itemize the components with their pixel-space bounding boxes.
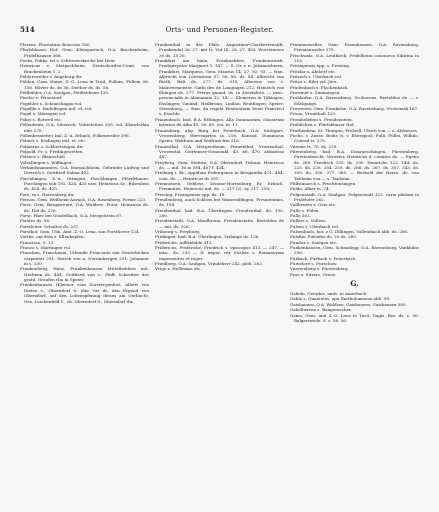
register-entry: Vribourg s. Freyburg. [155,229,201,235]
register-entry: Fullo 302. [290,213,311,218]
register-entry: Frankenthal in der Pfalz, Augustiner-Chorherrenstift, Frankendal 26. 27. mit Is. Vid III. 26. 27. 405. Worcstersee 30 ds. 25 26. [155,42,284,58]
register-entry: Fiseler s. Pfronstorf. [20,95,63,101]
register-entry: Frisingensis epp. s. Freising. [290,63,351,69]
register-entry: Volvellingen s. Wiffingen. [20,159,73,165]
register-entry: Fulda, Alber ts. 74. [290,186,330,192]
section-letter: G. [350,279,359,289]
register-entry: Fridericus, Fridericke, Friedrich s. episcopus 413. — 247. — misc. ds. 233 — II. imper. rex Siciliae s. Romanorum imperatores et reges. [155,245,284,261]
register-entry: Frankfurt am Main, Franknahfort, Frankenwurdt. Predigerprior Margaret 1. 187. — S. Gr. v. n. Johannisherrn, Frankfurt, Marquess, Gem. Maurus 14. 27. 92. 93. — fran. Albrecht von Lövenstein 57. 56. 80. ds. 84. Albrecht von Rietli, Balt ds. 277. ds. 310. Albertus von s. Mainvermeister. Gathi des de Langingen 212. Heinrich von Ehingen ds. 277. Petrus quand. ds. in Zwiefalten. — misc. provincialis in Alemannia 12. 14. — Kleineren in Tübingen; Esslingen; Gmünd; Heilbronn; Lindau; Reutlingen; Speier; Strassburg. — fran. da regula Penitentium beati Francisci s. Esschle. [155,58,284,117]
register-entry: Fröhlichen s. Flurlsbhaser Hof. [290,122,355,128]
register-entry: Frischwalz, O.A. Leutkirch, Fridelheim canonicus Sibirina in 216. [290,52,419,64]
register-entry: Fötlbühler, O.A. Saulgau, Feldlenheim 130. [20,90,110,96]
register-entry: Fore, in s. Herrenberg dir. [20,191,75,197]
register-entry: Gams, Gem. und Z.-O. Lens in Tirol, Gagis. Ber. ds. s. 56. Balgertwiele. 8. s. 56. 56. [290,312,419,323]
register-entry: Fruthenbrin, St. Thurgau, Frölovll, Ulrich von — s. Alsbesses. [290,127,419,133]
register-entry: Follenbeim, O.A. Sihernch, Vohrstetten 395. vol. Khawlerlau ider 270. [20,122,149,133]
register-entry: Frono, Vromthalt 123. [290,111,337,117]
register-entry: Forstkof, Gem. Ulm, Amt. Z.-O. Lena, sun Forsthover 124. [20,229,140,235]
register-entry: Frauenthal, O.A. Mergentheim, Frauenthal. Vrowenthal, Vrowental. Ciertenser-Nonnenkl. 43. 66. 470. abbatissa 487. [155,143,284,160]
register-entry: Funkenhausen, Gem. Schmalegg, O.A. Ravensburg, Vankhilns 296. [290,245,419,256]
register-entry: Folznov s. Blanischiel. [20,154,67,160]
register-entry: Frodenbach s. Flachenbach. [290,84,349,90]
register-entry: Franco s. Martingen vol. [20,245,72,251]
register-entry: Frowenwr, Gem. Frankelse, O.A. Ravensburg, Vrowenrik 167. [290,106,419,112]
register-entry: Füllstanarch s. Fruchtenzingen. [290,180,357,186]
register-entry: Furselore s. Furschow. [290,261,338,267]
register-entry: Vullheuers s. Geiz etc. [290,202,337,208]
register-entry: Forst, Gem. Bergatreute, O.A. Waldsee, Forst. Heinricus ds. ds. 108 ds. 276. [20,202,149,213]
register-entry: Fyse s. Sitzers, Gruse. [290,271,337,277]
register-entry: Fürbach, Furbach s. Feuerbach. [290,255,357,261]
register-columns [20,42,419,502]
register-entry: Florenz. Florentina dioecesis 180. [20,42,91,47]
register-entry: Gabeln, Geradus, ands. in Amerbach. [290,291,368,297]
register-entry: Fritzlar s. Abiberf etc. [290,68,336,74]
register-entry: Föhlersweiler v. Augsburg dir. [20,74,83,80]
register-entry: Forster ds. 56. [20,218,51,224]
register-entry: Flurlsbhaser Hof, Gem. Kleingartach, O.A. Brackenheim, Fridelhausen 366. [20,47,149,58]
register-entry: Folmer s. Esslingen intl. et. etc. [20,138,86,144]
register-entry: Frideriche, Adlfridelde 312. [155,239,213,245]
register-entry: Fernon, Gem. Weilheim-Aurach, O.A. Rosenberg, Forme 223. [20,196,147,202]
register-entry: Freiburg i. Br., oppidum Friburgense in Brisgaudia 471. 484. com. ds. — Heinricus ds 391. [155,170,284,181]
register-entry: Forchhingen, Z.-A. Ottingen, Forchhingen Pförtlehauer, Forchingen sub 192. 424. 425 usw. Heinricus Sr., Bilsenlein ds. 424. ds. 425. [20,175,149,192]
register-entry: Follenbessietter Iml, Z.-A. Erbach, Folkenweiler 396. [20,132,130,138]
register-entry: Vrigo s. Hollirmas etc. [155,266,202,272]
register-entry: Freudenberg, auch Schloss bei Wasseralfingen, Freuntenmis, ds. 194. [155,196,284,208]
register-entry: Francken, Franchania, Urkunde Franconie sim Gesterbicken carpenter 291. Sirrick von a. Norumbergen 201. Johanner in s. 230. [20,250,149,267]
register-entry: Folmarus s. Schbertzingen dir. [20,143,84,149]
register-entry: Gaisbauern, O.A. Waldsee, Gaisbauern, Gaisbauern 385. [290,301,407,307]
register-entry: Frimmenweiler, Gem. Essenhausen, O.A. Ravensburg, Friemanweiler 279. [290,42,419,53]
register-entry: Fullo s. Fülen. [290,207,320,213]
column-right [290,42,419,502]
register-entry: Fulsenbach, hor. z.G. Dillingen, Vallembach abb. ds. 266. [290,229,409,235]
register-entry: Fulsen s. Uberbach vol. [290,223,340,229]
register-entry: Fogel s. Märingen vol. [20,111,67,117]
register-entry: Fritzo s. Rilet vol. Jörs. [290,79,338,85]
register-entry: Fromheleiten s. Freudenstein. [290,116,353,122]
register-entry: Vürsme ts. 70. ds. 279. [290,143,338,149]
register-entry: Gabia s. Quantolos. apu Bartholomaeus abb. 99. [290,296,391,302]
register-entry: Forst, Pfarr bei Güsdelbach, O.A. Mergelstein 67. [20,213,123,218]
register-entry: Verlandsnammers, O.A. Marpachheim, Gebrüder Ludwig und Dietrich v. Gottfried Salma 402. [20,164,149,176]
register-entry: Vurstenberg s. Fürstenberg. [290,266,349,272]
register-entry: Fridingen, bad. B.A. Überlingen, Vribinge ds. 136. [155,234,260,240]
column-left [20,42,149,502]
register-entry: Freising. Frisingensis epp. ds. 18. [155,191,226,197]
register-entry: Freyberg, Gem. Stetten, O.A. Oberndorf, Tribam. Heinricus ds. — mil. 16 in 394. 407 f. 434. [155,159,284,170]
register-entry: Francisca, S. 13. [20,239,55,245]
register-entry: Fulsfus. Fulsufus ds. 25 ds. 269. [290,234,358,240]
register-entry: Frowinet s. Zumminyen. [290,90,341,96]
register-entry: Friedberg, O.A. Saulgau, Vrindeberr 242. pleb. 262. [155,261,264,267]
register-entry: Folpold, Fr. s. Fredingswetten. [20,148,84,154]
register-entry: Fulgenstadt, O.A. Saulgau, Fulgenstadt 123. curia plebani in Fridehere 262. [290,191,419,202]
page-number: 514 [20,25,35,34]
page-header [20,24,419,36]
register-entry: Fogellin s. Rudolfsigen intl. et. vol. [20,106,93,112]
register-entry: Fogehler s. Schnaichagau vol. [20,100,83,106]
register-entry: Frauenberg, abg. Burg bei Feuerbach, O.A. Stuttgart, Vrowenberg, Hervenpries in 218. Konrad, Dominicus Speier. Walthum und Wolfram frei 216. [155,127,284,144]
register-entry: Fritzsch s. Uberbach vol. [290,74,343,80]
register-entry: Vorthe, am dem s. Ellenkopfen. [20,234,85,240]
register-entry: Focke, Fokko, ist v. Schwesterkirche bei Hein- [20,58,116,64]
running-title: Orts- und Personen-Register. [165,26,274,34]
register-entry: Frohhofen, O.A. Ravensburg, Vrohovens, Bertoldus de — s. Edelgungs. [290,95,419,106]
register-entry: Fuchs, s. Zusse. Bodis (s. v. Eberepos), Fulli, Füllei, Wilhilo, Conrad ts. 279. [290,132,419,144]
register-entry: Freudenthal, bad. B.A. Überlingen, Freudenthal, ds. 190. 280. [155,207,284,218]
register-entry: Föhlen, Gem. Hame, Z.-O. Lena in Tirol, Fullein, Füllein 08. 158. Hörter ds. de 56. Diether ds. ds. 58. [20,79,149,90]
column-middle [155,42,284,502]
register-entry: Gabelherren s. Bangersecher. [290,307,352,313]
register-entry: Freinnotzen, Oeblese, Sivasse-Hortenburg Er. Erbach, Freimuten. Heinricus mil. ds. — 217 (2). sy. 217. 218. [155,180,284,192]
register-entry: Frankenberg, Haus, Frankenhausen Mittelbeldern mit. Herlinen ds. 484. Gottfried von s., Pfaff, Schreiber des gratd. Graufen rlin in Speier. [20,266,149,283]
register-entry: Freudenstadt, O.A. Maulbronn, Freudenstatts. Bertoldus de — mil. ds. 326. [155,218,284,229]
register-entry: Fundox s. Saulgau etc. [290,239,338,245]
register-entry: Frankenhausen (Kleenor vom Zorzerrgenfort, Albert von Dietze s., Oberndorf 8. (der Ort ds. den Ergend von Oberndorf, auf den Lebenspfennig dieses am Oerbach), Ges. Lerchenfeld 1., ds. Oberndorf 8., Oberndorf dir. [20,282,149,304]
register-entry: Frauenbach, bad. B.A. Ettlingen, Alla Dominarum, claustrum interius de Alba 45. 59. 60. (ea. in. 13. [155,116,284,128]
register-entry: Fürstenberg, bad. B.A. Donaueschingen, Fürstenberg, Furstenbercht. Verwiter, Heinricus d. comites de. — Egeno ds. 269. Friedrich 155. ds. 290. Heinrichs 122. 144. ds. 225. ds. 228. 254. 259. ds. 266. ds. 267. ds. 307. 343. ds. 350. ds. 356. 377. 385. — Berhold der Herrn. de. von Tanheim von — s. Tanheim. [290,148,419,181]
register-entry: Heinricus v. Marpachheim, Deutschorden-Comt. von Brackenheim 1. 2 [20,63,149,74]
register-entry: Fullers s. Vullers. [290,218,327,224]
register-entry: Forstleiter, Schultes ds. 257. [20,223,80,229]
register-entry: Fokio s. Rotweil etc. [20,116,63,122]
